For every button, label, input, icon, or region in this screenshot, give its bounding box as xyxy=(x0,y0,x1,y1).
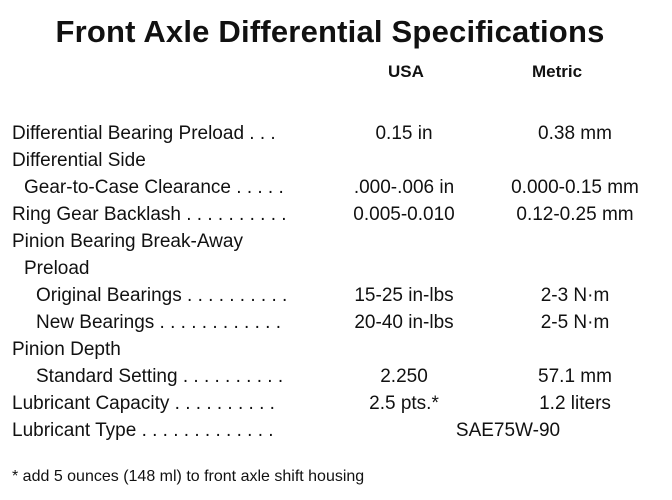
spec-row-pinion-bearing-break-away xyxy=(12,228,664,255)
spec-row-original-bearings xyxy=(12,282,664,309)
spec-value-span: SAE75W-90 xyxy=(455,420,561,441)
spec-value-usa: 15-25 in-lbs xyxy=(354,285,454,306)
spec-value-metric: 0.38 mm xyxy=(538,123,612,144)
page-title: Front Axle Differential Specifications xyxy=(55,14,605,49)
spec-value-metric: 1.2 liters xyxy=(539,393,611,414)
spec-label: Differential Side xyxy=(12,150,146,171)
spec-label: New Bearings . . . . . . . . . . . . xyxy=(36,312,281,333)
spec-label: Preload xyxy=(24,258,90,279)
spec-label: Pinion Depth xyxy=(12,339,121,360)
spec-row-differential-side xyxy=(12,147,664,174)
spec-label: Lubricant Capacity . . . . . . . . . . xyxy=(12,393,275,414)
spec-value-usa: 2.250 xyxy=(380,366,428,387)
column-header-usa: USA xyxy=(388,62,424,81)
spec-row-lubricant-capacity xyxy=(12,390,664,417)
spec-value-metric: 57.1 mm xyxy=(538,366,612,387)
spec-row-differential-bearing-preload xyxy=(12,120,664,147)
spec-label: Original Bearings . . . . . . . . . . xyxy=(36,285,288,306)
spec-value-usa: .000-.006 in xyxy=(353,177,455,198)
spec-label: Pinion Bearing Break-Away xyxy=(12,231,243,252)
spec-value-usa: 0.15 in xyxy=(375,123,433,144)
spec-label: Lubricant Type . . . . . . . . . . . . . xyxy=(12,420,274,441)
spec-row-pinion-depth xyxy=(12,336,664,363)
spec-value-metric: 0.12-0.25 mm xyxy=(516,204,634,225)
spec-value-usa: 2.5 pts.* xyxy=(369,393,439,414)
spec-table xyxy=(12,120,664,444)
spec-row-standard-setting xyxy=(12,363,664,390)
spec-value-metric: 2-3 N·m xyxy=(540,285,610,306)
column-header-metric: Metric xyxy=(532,62,583,81)
spec-row-lubricant-type xyxy=(12,417,664,444)
spec-value-usa: 20-40 in-lbs xyxy=(354,312,454,333)
spec-row-preload xyxy=(12,255,664,282)
spec-value-metric: 2-5 N·m xyxy=(540,312,610,333)
spec-value-metric: 0.000-0.15 mm xyxy=(511,177,639,198)
spec-value-usa: 0.005-0.010 xyxy=(353,204,455,225)
spec-label: Differential Bearing Preload . . . xyxy=(12,123,276,144)
spec-label: Ring Gear Backlash . . . . . . . . . . xyxy=(12,204,287,225)
spec-label: Standard Setting . . . . . . . . . . xyxy=(36,366,284,387)
footnote: * add 5 ounces (148 ml) to front axle shift housing xyxy=(12,468,365,485)
spec-row-new-bearings xyxy=(12,309,664,336)
spec-label: Gear-to-Case Clearance . . . . . xyxy=(24,177,284,198)
spec-row-gear-to-case-clearance xyxy=(12,174,664,201)
spec-row-ring-gear-backlash xyxy=(12,201,664,228)
